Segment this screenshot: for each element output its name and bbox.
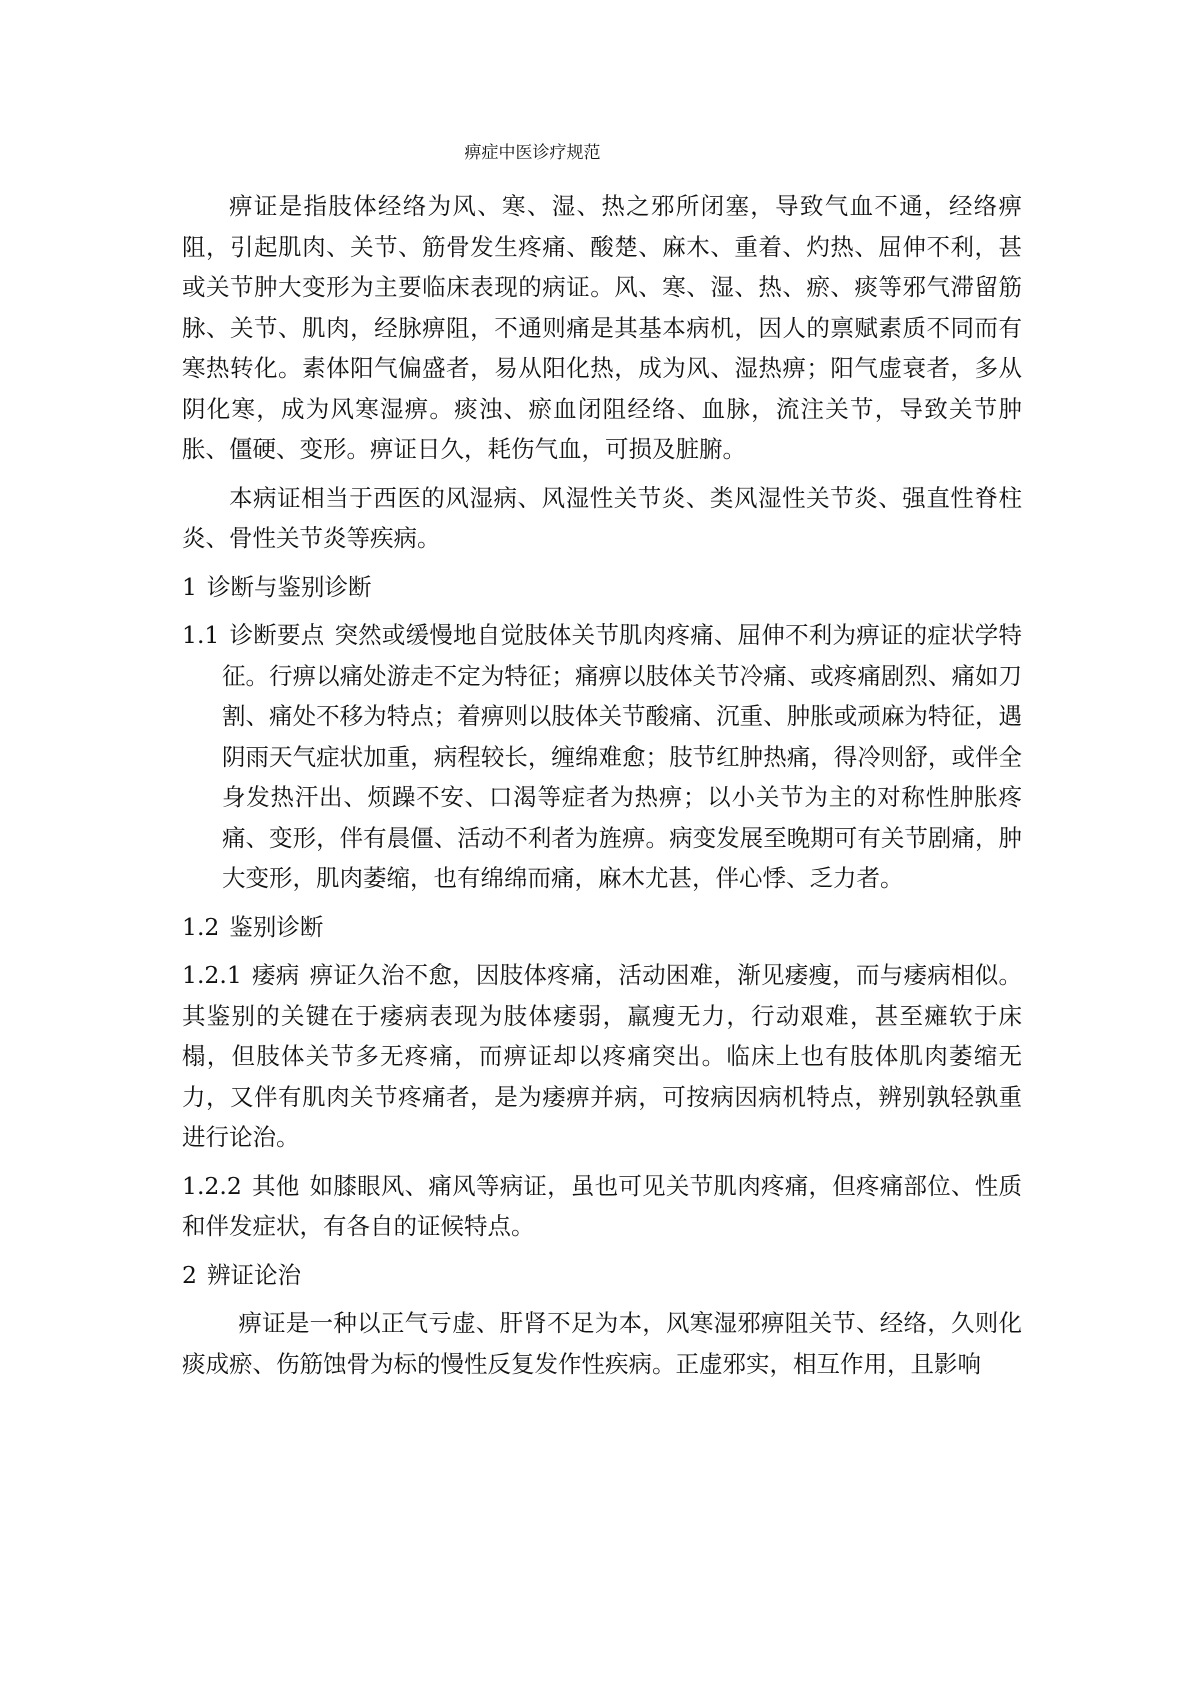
- section-1-2-2-paragraph: [182, 1166, 1022, 1247]
- intro-paragraph-2: 本病证相当于西医的风湿病、风湿性关节炎、类风湿性关节炎、强直性脊柱炎、骨性关节炎等疾病。: [182, 483, 1022, 552]
- section-2-number: 2: [182, 1260, 197, 1289]
- section-2-title: 辨证论治: [206, 1260, 301, 1289]
- section-1-2-2-text: 如膝眼风、痛风等病证，虽也可见关节肌肉疼痛，但疼痛部位、性质和伴发症状，有各自的证候特点。: [182, 1171, 1023, 1240]
- section-1-2-heading: [182, 907, 1022, 948]
- section-2-heading: [182, 1255, 1022, 1296]
- document-body: [182, 186, 1022, 1392]
- section-1-2-1-text: 痹证久治不愈，因肢体疼痛，活动困难，渐见痿瘦，而与痿病相似。其鉴别的关键在于痿病表现为肢体痿弱，羸瘦无力，行动艰难，甚至瘫软于床榻，但肢体关节多无疼痛，而痹证却以疼痛突出。临床上也有肢体肌肉萎缩无力，又伴有肌肉关节疼痛者，是为痿痹并病，可按病因病机特点，辨别孰轻孰重进行论治。: [182, 961, 1023, 1151]
- section-1-1-title: 诊断要点: [229, 621, 325, 649]
- document-title: 痹症中医诊疗规范: [464, 143, 601, 163]
- section-1-1-number: 1.1: [182, 621, 220, 649]
- section-1-title: 诊断与鉴别诊断: [206, 572, 372, 601]
- section-1-2-1-number: 1.2.1: [182, 961, 242, 989]
- section-1-2-2-title: 其他: [251, 1171, 300, 1200]
- section-1-heading: [182, 567, 1022, 608]
- section-2-paragraph: 痹证是一种以正气亏虚、肝肾不足为本，风寒湿邪痹阻关节、经络，久则化痰成瘀、伤筋蚀骨为标的慢性反复发作性疾病。正虚邪实，相互作用，且影响: [182, 1309, 1022, 1378]
- intro-paragraph-1: 痹证是指肢体经络为风、寒、湿、热之邪所闭塞，导致气血不通，经络痹阻，引起肌肉、关节、筋骨发生疼痛、酸楚、麻木、重着、灼热、屈伸不利，甚或关节肿大变形为主要临床表现的病证。风、寒、湿、热、瘀、痰等邪气滞留筋脉、关节、肌肉，经脉痹阻，不通则痛是其基本病机，因人的禀赋素质不同而有寒热转化。素体阳气偏盛者，易从阳化热，成为风、湿热痹；阳气虚衰者，多从阴化寒，成为风寒湿痹。痰浊、瘀血闭阻经络、血脉，流注关节，导致关节肿胀、僵硬、变形。痹证日久，耗伤气血，可损及脏腑。: [182, 192, 1022, 463]
- section-1-2-title: 鉴别诊断: [229, 912, 324, 941]
- section-1-2-1-paragraph: [182, 955, 1022, 1158]
- section-1-1-paragraph: [182, 615, 1022, 899]
- section-1-2-number: 1.2: [182, 912, 220, 941]
- section-1-1-text: 突然或缓慢地自觉肢体关节肌肉疼痛、屈伸不利为痹证的症状学特征。行痹以痛处游走不定为特征；痛痹以肢体关节冷痛、或疼痛剧烈、痛如刀割、痛处不移为特点；着痹则以肢体关节酸痛、沉重、肿胀或顽麻为特征，遇阴雨天气症状加重，病程较长，缠绵难愈；肢节红肿热痛，得冷则舒，或伴全身发热汗出、烦躁不安、口渴等症者为热痹；以小关节为主的对称性肿胀疼痛、变形，伴有晨僵、活动不利者为旌痹。病变发展至晚期可有关节剧痛，肿大变形，肌肉萎缩，也有绵绵而痛，麻木尤甚，伴心悸、乏力者。: [222, 621, 1023, 892]
- section-1-number: 1: [182, 572, 197, 601]
- section-1-2-1-title: 痿病: [251, 961, 300, 989]
- section-1-2-2-number: 1.2.2: [182, 1171, 242, 1200]
